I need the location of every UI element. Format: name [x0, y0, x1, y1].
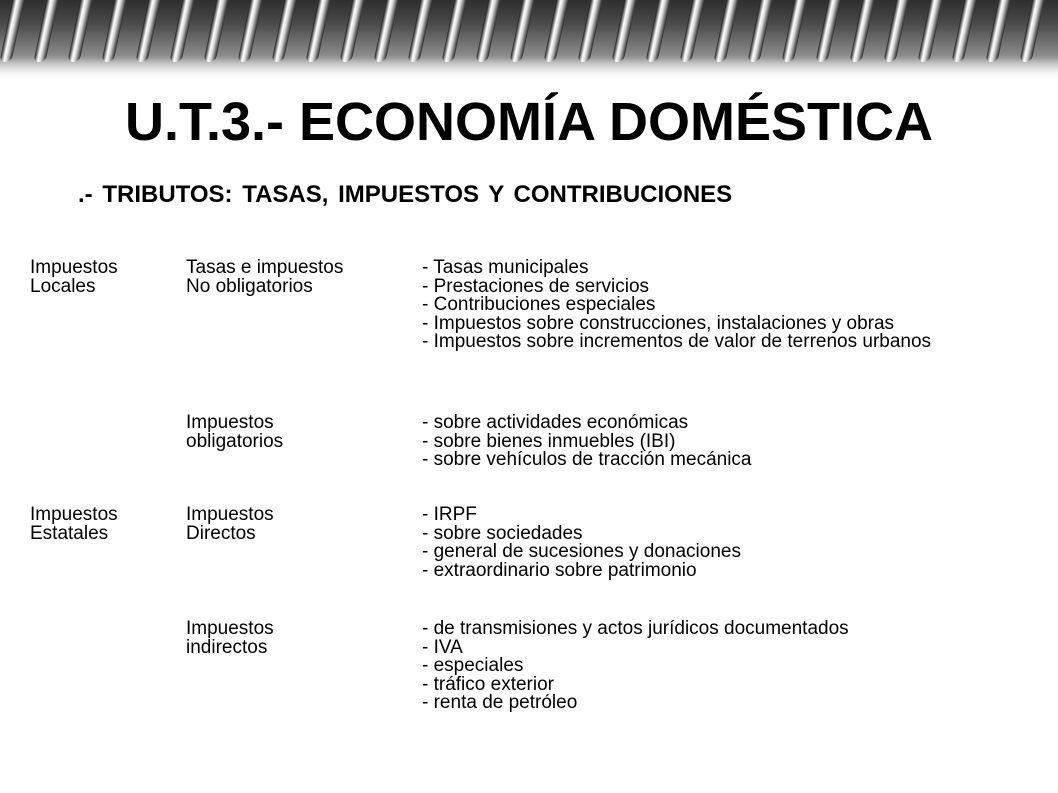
binding-ring [305, 0, 330, 62]
binding-ring [951, 0, 976, 62]
list-item: - renta de petróleo [422, 692, 578, 713]
type-line: Tasas e impuestos [186, 257, 344, 278]
binding-ring [985, 0, 1010, 62]
binding-ring [169, 0, 194, 62]
binding-ring [781, 0, 806, 62]
binding-ring [1019, 0, 1044, 62]
binding-ring [543, 0, 568, 62]
binding-ring [917, 0, 942, 62]
binding-ring [713, 0, 738, 62]
list-item: - Contribuciones especiales [422, 294, 656, 315]
type-label [186, 414, 283, 451]
type-line: Impuestos [186, 618, 274, 639]
binding-ring [679, 0, 704, 62]
spiral-binding-decoration [0, 0, 1058, 78]
tax-list [422, 506, 1032, 580]
list-item: - sobre bienes inmuebles (IBI) [422, 430, 676, 452]
type-line: Directos [186, 522, 256, 544]
binding-ring [611, 0, 636, 62]
list-item: - sobre sociedades [422, 522, 583, 544]
list-item: - Impuestos sobre construcciones, instalaciones y obras [422, 312, 895, 334]
list-item: - Prestaciones de servicios [422, 275, 650, 297]
binding-ring [237, 0, 262, 62]
binding-ring [849, 0, 874, 62]
page-subtitle: .- TRIBUTOS: TASAS, IMPUESTOS Y CONTRIBUCIONES [78, 181, 733, 208]
list-item: - sobre actividades económicas [422, 412, 689, 433]
type-line: Impuestos [186, 504, 274, 525]
type-line: Impuestos [186, 412, 274, 433]
category-line: Impuestos [30, 257, 118, 278]
binding-ring [0, 0, 25, 62]
binding-ring [373, 0, 398, 62]
binding-ring [577, 0, 602, 62]
list-item: - IRPF [422, 504, 477, 525]
list-item: - Tasas municipales [422, 257, 589, 278]
binding-fade [0, 58, 1058, 78]
category-label [30, 259, 118, 296]
category-label [30, 506, 118, 543]
list-item: - IVA [422, 636, 463, 658]
binding-ring [67, 0, 92, 62]
list-item: - Impuestos sobre incrementos de valor de terrenos urbanos [422, 331, 932, 352]
category-line: Locales [30, 275, 96, 297]
type-label [186, 506, 274, 543]
list-item: - especiales [422, 655, 524, 676]
binding-ring [33, 0, 58, 62]
binding-ring [815, 0, 840, 62]
binding-ring [271, 0, 296, 62]
binding-ring [135, 0, 160, 62]
tax-list [422, 620, 1032, 713]
binding-ring [509, 0, 534, 62]
binding-ring [475, 0, 500, 62]
type-line: obligatorios [186, 430, 284, 452]
page-title: U.T.3.- ECONOMÍA DOMÉSTICA [124, 92, 934, 152]
list-item: - general de sucesiones y donaciones [422, 541, 741, 562]
binding-ring [407, 0, 432, 62]
tax-list [422, 414, 1032, 470]
list-item: - extraordinario sobre patrimonio [422, 559, 697, 581]
binding-ring [747, 0, 772, 62]
category-line: Impuestos [30, 504, 118, 525]
type-line: indirectos [186, 636, 268, 658]
binding-ring [101, 0, 126, 62]
binding-ring [883, 0, 908, 62]
type-label [186, 259, 343, 296]
type-label [186, 620, 274, 657]
list-item: - de transmisiones y actos jurídicos documentados [422, 618, 849, 639]
list-item: - tráfico exterior [422, 673, 554, 695]
binding-ring [203, 0, 228, 62]
category-line: Estatales [30, 522, 109, 544]
binding-ring [441, 0, 466, 62]
binding-ring [339, 0, 364, 62]
binding-ring [645, 0, 670, 62]
list-item: - sobre vehículos de tracción mecánica [422, 449, 752, 470]
tax-list [422, 259, 1032, 352]
type-line: No obligatorios [186, 275, 313, 297]
